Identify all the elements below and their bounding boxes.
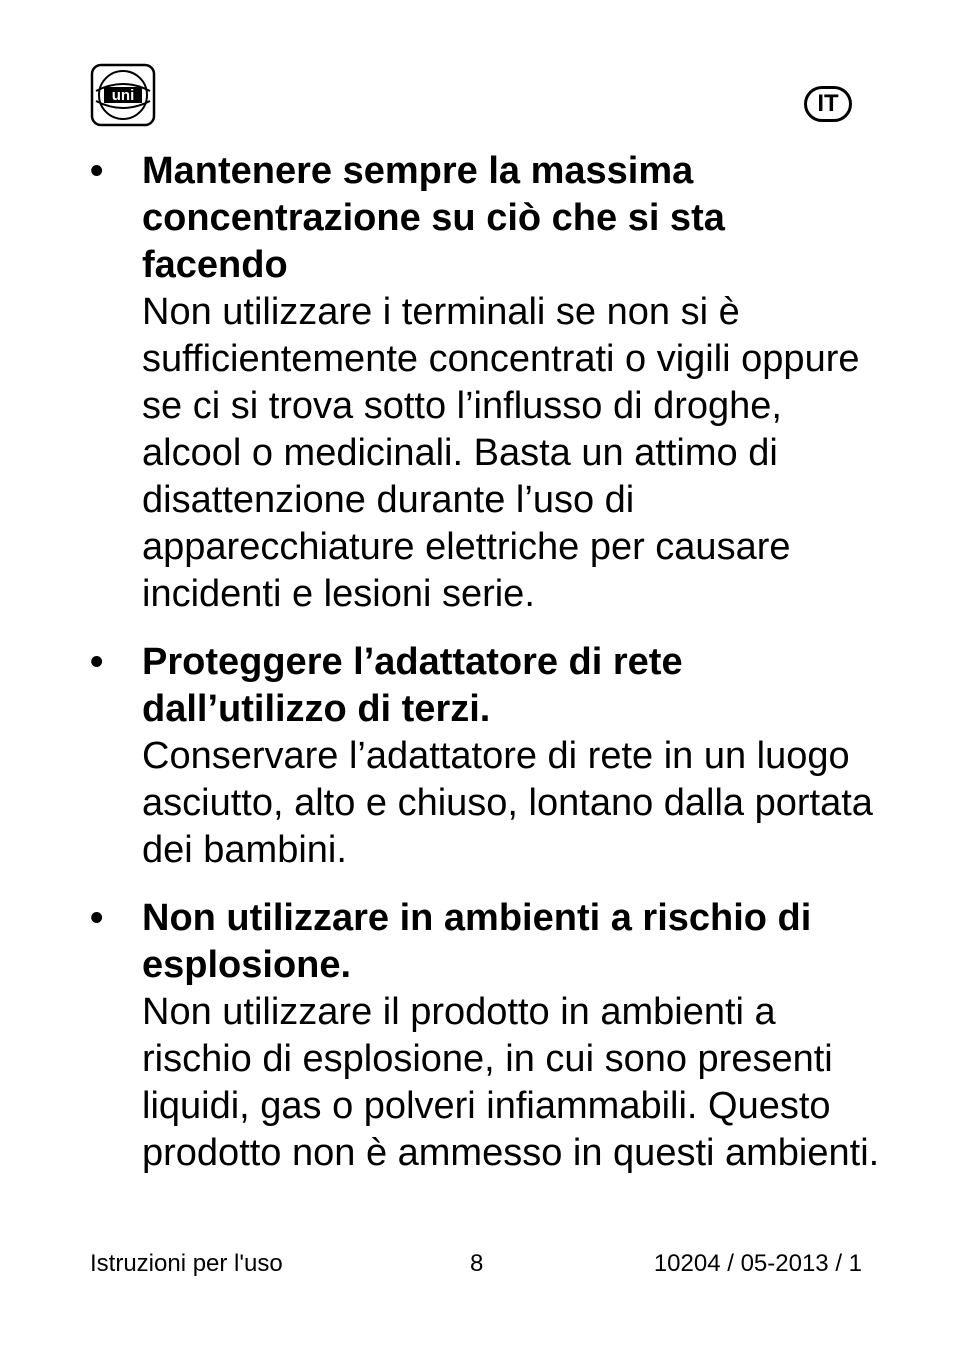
item-title: Proteggere l’adattatore di rete dall’utilizzo di terzi. [142,641,683,730]
logo-text: uni [111,87,135,104]
item-title: Mantenere sempre la massima concentrazione su ciò che si sta facendo [142,150,725,286]
list-item [90,639,880,874]
bullet-icon: • [90,897,104,939]
list-item [90,148,880,618]
uni-logo-icon [90,63,156,127]
page-footer [90,1248,862,1280]
language-badge: IT [804,86,852,122]
item-body: Non utilizzare i terminali se non si è sufficientemente concentrati o vigili oppure se ci si trova sotto l’influsso di droghe, alcool o medicinali. Basta un attimo di disattenzione durante l’uso di apparecchiature elettriche per causare incidenti e lesioni serie. [142,291,860,615]
footer-document-code: 10204 / 05-2013 / 1 [653,1250,862,1277]
page-number: 8 [470,1250,484,1277]
list-item [90,895,880,1177]
safety-instructions-list [90,148,880,1198]
bullet-icon: • [90,150,104,192]
item-body: Conservare l’adattatore di rete in un luogo asciutto, alto e chiuso, lontano dalla portata dei bambini. [142,735,873,871]
item-title: Non utilizzare in ambienti a rischio di esplosione. [142,897,812,986]
item-body: Non utilizzare il prodotto in ambienti a rischio di esplosione, in cui sono presenti liquidi, gas o polveri infiammabili. Questo prodotto non è ammesso in questi ambienti. [142,991,880,1174]
bullet-icon: • [90,641,104,683]
footer-document-title: Istruzioni per l'uso [90,1250,283,1277]
